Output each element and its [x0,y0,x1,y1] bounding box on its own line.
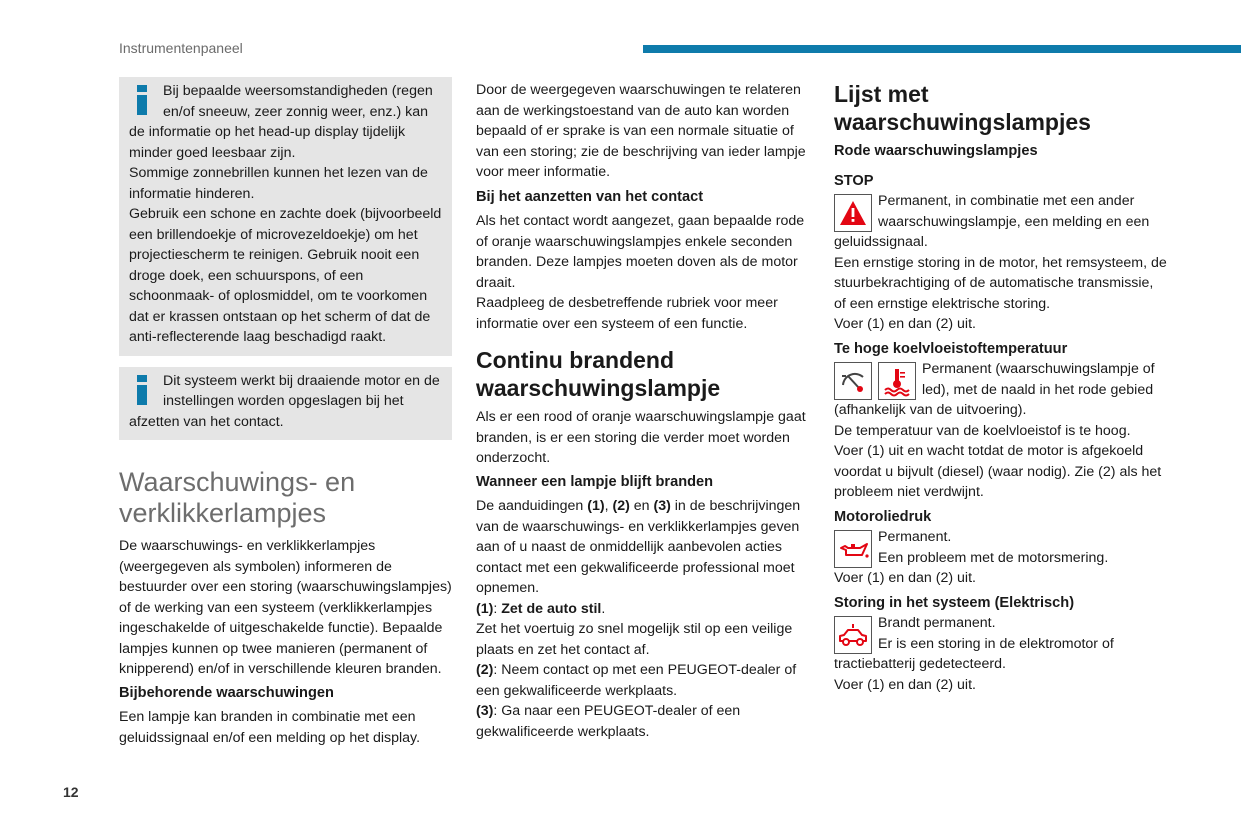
temperature-gauge-icon [834,362,872,400]
sub-heading-red-lamps: Rode waarschuwingslampjes [834,143,1038,159]
section-heading: Lijst met waarschuwingslampjes [834,81,1091,135]
info-icon [135,85,151,117]
oil-title: Motoroliedruk [834,508,932,525]
coolant-text-3: Voer (1) uit en wacht totdat de motor is afgekoeld voordat u bijvult (diesel) (waar nodig). Zie (2) als het probleem niet verdwijnt. [834,443,1162,500]
page-header-title: Instrumentenpaneel [119,40,243,56]
info-paragraph: Sommige zonnebrillen kunnen het lezen van de informatie hinderen. [129,165,428,202]
section-heading: Waarschuwings- en verklikkerlampjes [119,467,356,528]
info-box-system [119,367,452,441]
codes-paragraph: De aanduidingen (1), (2) en (3) in de beschrijvingen van de waarschuwings- en verklikkerlampjes geven aan of u naast de onmiddellijk aanbevolen acties contact met een gekwalificeerde professional moet opnemen. [476,498,801,596]
sub-heading: Bijbehorende waarschuwingen [119,684,334,701]
intro-paragraph: Door de weergegeven waarschuwingen te relateren aan de werkingstoestand van de auto kan worden bepaald of er sprake is van een normale situatie of van een storing; zie de beschrijving van ieder lampje voor meer informatie. [476,82,806,180]
coolant-text-2: De temperatuur van de koelvloeistof is te hoog. [834,422,1131,439]
car-fault-icon [834,616,872,654]
paragraph: Raadpleeg de desbetreffende rubriek voor meer informatie over een systeem of een functie. [476,295,778,332]
oil-can-icon [834,530,872,568]
stop-text-3: Voer (1) en dan (2) uit. [834,316,976,332]
sub-heading: Wanneer een lampje blijft branden [476,473,714,490]
section-heading: Continu brandend waarschuwingslampje [476,347,721,401]
oil-text-3: Voer (1) en dan (2) uit. [834,570,976,586]
step-2: (2): Neem contact op met een PEUGEOT-dealer of een gekwalificeerde werkplaats. [476,662,797,699]
info-icon [135,375,151,407]
info-paragraph: Dit systeem werkt bij draaiende motor en de instellingen worden opgeslagen bij het afzetten van het contact. [129,372,440,430]
coolant-text-1: Permanent (waarschuwingslampje of led), met de naald in het rode gebied (afhankelijk van de uitvoering). [834,361,1155,418]
sub-paragraph: Een lampje kan branden in combinatie met een geluidssignaal en/of een melding op het display. [119,709,421,746]
column-2 [476,80,809,742]
info-box-headup [119,77,452,356]
step-1-text: Zet het voertuig zo snel mogelijk stil op een veilige plaats en zet het contact af. [476,621,793,658]
electric-text-1: Brandt permanent. [878,615,996,631]
intro-paragraph: De waarschuwings- en verklikkerlampjes (weergegeven als symbolen) informeren de bestuurder over een storing (waarschuwingslampjes) of de werking van een systeem (verklikkerlampjes ingeschakelde of uitgeschakelde functie). Bepaalde lampjes kunnen op twee manieren (permanent of knipperend) en/of in verschillende kleuren branden. [119,538,452,677]
oil-text-2: Een probleem met de motorsmering. [878,549,1109,566]
stop-text-1: Permanent, in combinatie met een ander waarschuwingslampje, een melding en een geluidssignaal. [834,193,1150,250]
info-paragraph: Bij bepaalde weersomstandigheden (regen en/of sneeuw, zeer zonnig weer, enz.) kan de informatie op het head-up display tijdelijk minder goed leesbaar zijn. [129,83,433,161]
step-3: (3): Ga naar een PEUGEOT-dealer of een gekwalificeerde werkplaats. [476,703,741,740]
coolant-temperature-icon [878,362,916,400]
stop-text-2: Een ernstige storing in de motor, het remsysteem, de stuurbekrachtiging of de automatische transmissie, of een ernstige elektrische storing. [834,254,1167,312]
stop-title: STOP [834,172,874,189]
step-1-title: (1): Zet de auto stil. [476,600,606,617]
electric-text-2: Er is een storing in de elektromotor of tractiebatterij gedetecteerd. [834,635,1114,672]
coolant-title: Te hoge koelvloeistoftemperatuur [834,340,1068,357]
warning-triangle-icon [834,194,872,232]
paragraph: Als er een rood of oranje waarschuwingslampje gaat branden, is er een storing die verder moet worden onderzocht. [476,409,806,466]
oil-text-1: Permanent. [878,529,952,545]
electric-title: Storing in het systeem (Elektrisch) [834,594,1075,611]
column-1 [119,80,452,748]
page-number: 12 [63,784,79,800]
sub-heading: Bij het aanzetten van het contact [476,188,704,205]
header-accent-bar [643,45,1241,53]
paragraph: Als het contact wordt aangezet, gaan bepaalde rode of oranje waarschuwingslampjes enkele seconden branden. Deze lampjes moeten doven als de motor draait. [476,213,805,291]
info-paragraph: Gebruik een schone en zachte doek (bijvoorbeeld een brillendoekje of microvezeldoekje) om het projectiescherm te reinigen. Gebruik nooit een droge doek, een schuurspons, of een schoonmaak- of oplosmiddel, om te voorkomen dat er krassen ontstaan op het scherm of dat de anti-reflecterende laag beschadigd raakt. [129,206,442,345]
electric-text-3: Voer (1) en dan (2) uit. [834,676,976,693]
column-3 [834,80,1169,695]
